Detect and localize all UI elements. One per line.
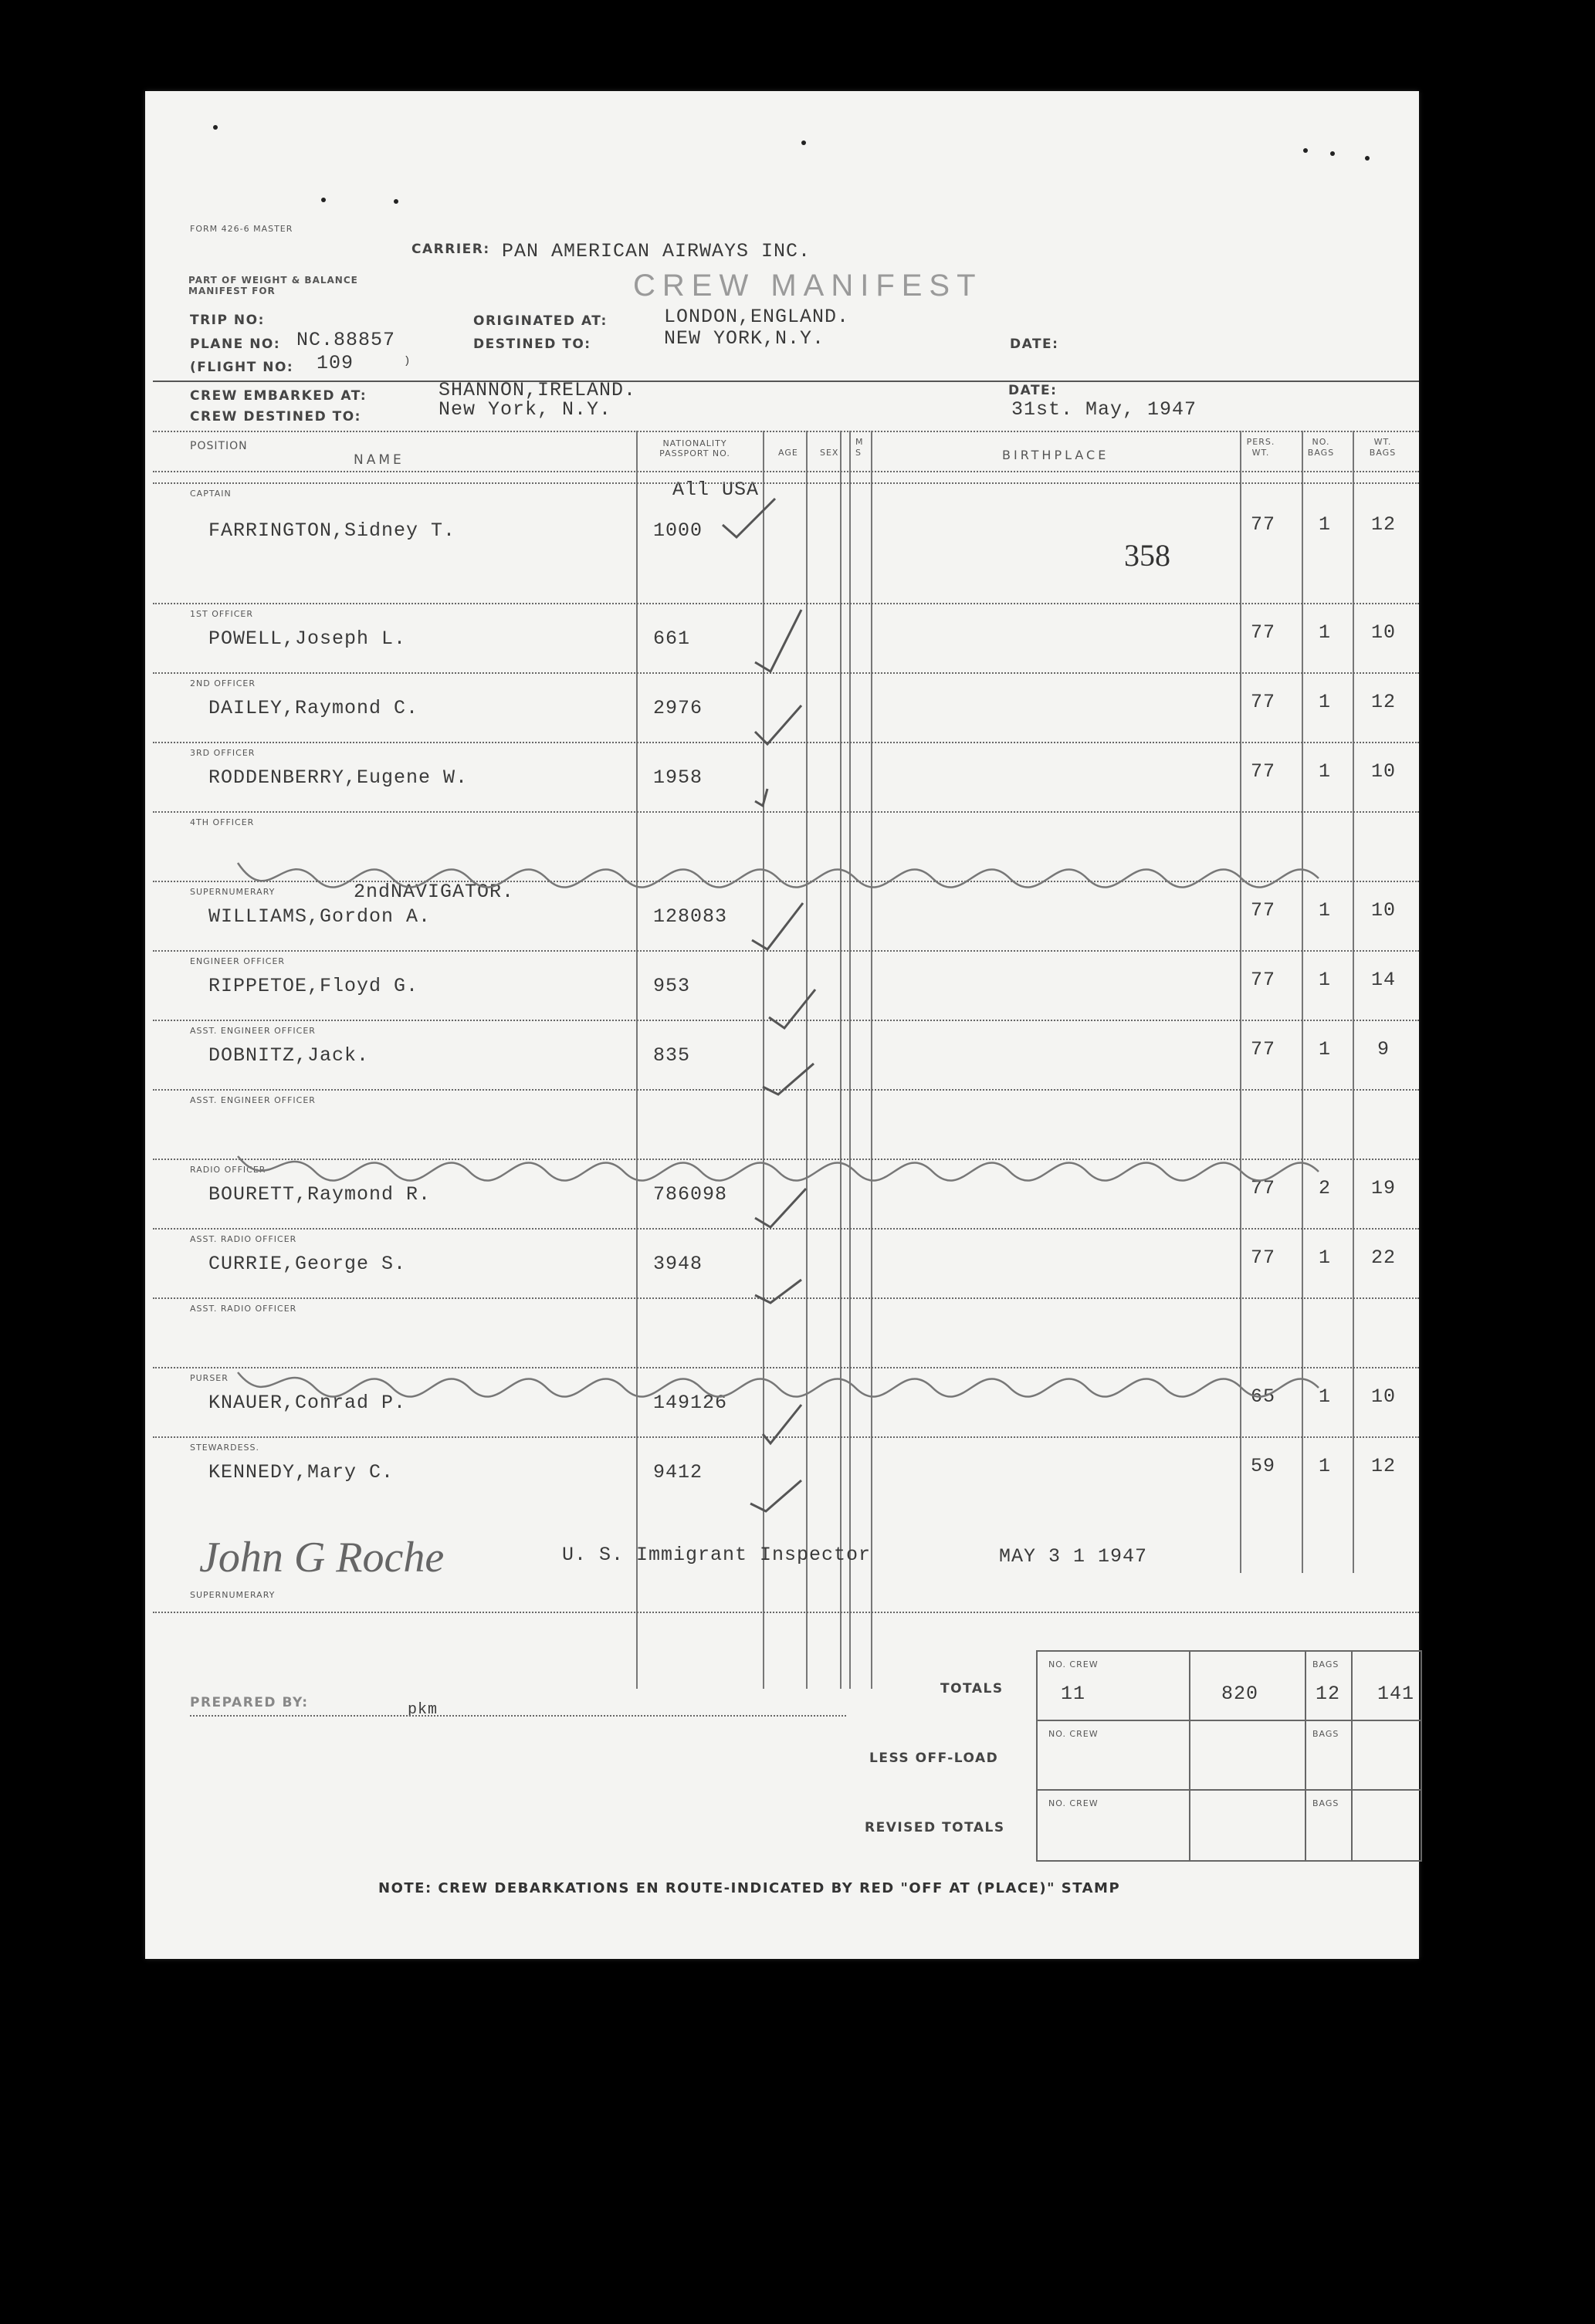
crew-position: STEWARDESS. [190,1443,259,1453]
crew-position: 4TH OFFICER [190,817,255,827]
crew-position: ASST. RADIO OFFICER [190,1234,297,1244]
crew-passport: 786098 [653,1183,728,1206]
crew-bag-count: 1 [1318,513,1331,536]
crew-weight: 59 [1250,1455,1275,1477]
totals-label: TOTALS [940,1681,1004,1696]
nationality-note: All USA [672,479,760,501]
crew-bag-weight: 10 [1370,899,1396,922]
col-position: POSITION [190,440,248,452]
form-number: FORM 426-6 MASTER [190,224,293,234]
crew-name: RODDENBERRY,Eugene W. [208,766,469,789]
col-name: NAME [354,452,405,468]
col-nationality: NATIONALITY PASSPORT NO. [659,438,730,458]
crew-bag-count: 1 [1318,691,1331,713]
crew-extra-note: 2ndNAVIGATOR. [354,881,515,903]
inspector-stamp-date: MAY 3 1 1947 [999,1545,1148,1568]
crew-name: DOBNITZ,Jack. [208,1044,370,1067]
totals-divider [1038,1789,1421,1791]
bags-label: BAGS [1312,1798,1339,1808]
crew-bag-weight: 19 [1370,1177,1396,1199]
total-bag-weight: 141 [1377,1683,1415,1705]
flight-number: 109 [317,352,354,374]
crew-weight: 77 [1250,899,1275,922]
originated-label: ORIGINATED AT: [473,313,608,329]
crew-position: ENGINEER OFFICER [190,956,286,966]
crew-bag-weight: 12 [1370,691,1396,713]
crew-position: 2ND OFFICER [190,678,256,688]
crew-position: 3RD OFFICER [190,748,256,758]
check-mark [752,903,803,949]
check-marks [723,499,815,1511]
totals-box [1036,1650,1422,1862]
crew-bag-count: 1 [1318,1038,1331,1061]
date2-label: DATE: [1008,383,1058,398]
supernumerary-label: SUPERNUMERARY [190,1590,276,1600]
inspector-title: U. S. Immigrant Inspector [562,1544,872,1566]
crew-embarked-label: CREW EMBARKED AT: [190,388,367,404]
crew-embarked-value: SHANNON,IRELAND. [439,379,637,401]
scribble [238,863,1319,888]
crew-position: ASST. ENGINEER OFFICER [190,1026,316,1036]
plane-number: NC.88857 [296,329,396,351]
check-mark [755,1189,806,1227]
crew-passport: 661 [653,628,691,650]
weight-balance-label: PART OF WEIGHT & BALANCE MANIFEST FOR [188,275,358,296]
crew-bag-count: 2 [1318,1177,1331,1199]
manifest-page [145,91,1419,1959]
scribble [238,1156,1319,1181]
carrier-label: CARRIER: [411,242,490,257]
table-bottom [153,1612,1419,1613]
flight-label: (FLIGHT NO: [190,360,294,375]
crew-passport: 1958 [653,766,703,789]
crew-weight: 77 [1250,691,1275,713]
crew-weight: 77 [1250,1038,1275,1061]
crew-bag-weight: 10 [1370,621,1396,644]
crew-position: ASST. RADIO OFFICER [190,1304,297,1314]
crew-name: CURRIE,George S. [208,1253,407,1275]
crew-passport: 953 [653,975,691,997]
plane-label: PLANE NO: [190,337,281,352]
total-crew: 11 [1061,1683,1086,1705]
less-offload-label: LESS OFF-LOAD [869,1751,999,1766]
check-mark [755,610,801,671]
crew-bag-count: 1 [1318,1385,1331,1408]
no-crew-label: NO. CREW [1048,1798,1099,1808]
col-wt-bags: WT. BAGS [1369,437,1397,458]
scribble [238,1372,1319,1397]
col-ms: M S [855,437,864,458]
carrier-name: PAN AMERICAN AIRWAYS INC. [502,240,811,262]
crew-destined-value: New York, N.Y. [439,398,612,421]
totals-vrule [1189,1652,1190,1860]
col-birthplace: BIRTHPLACE [1002,448,1109,462]
crew-weight: 77 [1250,1247,1275,1269]
crew-passport: 3948 [653,1253,703,1275]
no-crew-label: NO. CREW [1048,1729,1099,1739]
totals-vrule [1305,1652,1306,1860]
check-mark [755,789,767,806]
crew-bag-count: 1 [1318,899,1331,922]
crew-bag-weight: 14 [1370,969,1396,991]
check-mark [723,499,775,537]
prepared-by-rule [190,1715,846,1717]
total-bags: 12 [1316,1683,1341,1705]
crew-name: WILLIAMS,Gordon A. [208,905,432,928]
crew-weight: 77 [1250,621,1275,644]
manifest-date: 31st. May, 1947 [1011,398,1197,421]
totals-divider [1038,1720,1421,1721]
crew-bag-weight: 10 [1370,760,1396,783]
manifest-title: CREW MANIFEST [633,269,983,303]
trip-label: TRIP NO: [190,313,265,328]
crew-position: CAPTAIN [190,489,232,499]
crew-bag-weight: 22 [1370,1247,1396,1269]
crew-bag-weight: 12 [1370,513,1396,536]
crew-bag-weight: 9 [1377,1038,1390,1061]
crew-position: SUPERNUMERARY [190,887,276,897]
check-mark [755,705,801,744]
total-weight: 820 [1221,1683,1259,1705]
crew-bag-weight: 12 [1370,1455,1396,1477]
destined-label: DESTINED TO: [473,337,591,352]
crew-passport: 1000 [653,519,703,542]
crew-bag-count: 1 [1318,1455,1331,1477]
col-age: AGE [778,448,798,458]
crew-weight: 77 [1250,1177,1275,1199]
crew-position: ASST. ENGINEER OFFICER [190,1095,316,1105]
check-mark [755,1280,801,1303]
date-label: DATE: [1010,337,1059,352]
crew-destined-label: CREW DESTINED TO: [190,409,361,425]
crew-passport: 835 [653,1044,691,1067]
crew-name: DAILEY,Raymond C. [208,697,419,719]
crew-passport: 149126 [653,1392,728,1414]
crew-bag-count: 1 [1318,621,1331,644]
crew-name: KNAUER,Conrad P. [208,1392,407,1414]
crew-name: POWELL,Joseph L. [208,628,407,650]
check-mark [750,1480,801,1511]
crew-weight: 77 [1250,760,1275,783]
prepared-by-label: PREPARED BY: [190,1695,309,1710]
crew-name: RIPPETOE,Floyd G. [208,975,419,997]
crew-name: BOURETT,Raymond R. [208,1183,432,1206]
crew-weight: 65 [1250,1385,1275,1408]
crew-bag-count: 1 [1318,760,1331,783]
crew-bag-count: 1 [1318,969,1331,991]
strike-scribbles [238,863,1319,1397]
crew-weight: 77 [1250,969,1275,991]
prepared-by-value: pkm [408,1701,439,1719]
destined-value: NEW YORK,N.Y. [664,327,825,350]
flight-close: ) [404,355,411,367]
revised-totals-label: REVISED TOTALS [865,1820,1005,1835]
col-pers-wt: PERS. WT. [1246,437,1275,458]
check-mark [763,1405,801,1443]
crew-name: KENNEDY,Mary C. [208,1461,395,1483]
check-mark [763,1064,814,1094]
crew-name: FARRINGTON,Sidney T. [208,519,456,542]
crew-position: RADIO OFFICER [190,1165,266,1175]
crew-position: 1ST OFFICER [190,609,254,619]
no-crew-label: NO. CREW [1048,1659,1099,1669]
check-mark [769,989,815,1028]
crew-bag-count: 1 [1318,1247,1331,1269]
crew-weight: 77 [1250,513,1275,536]
stamp-number: 358 [1124,538,1170,573]
inspector-signature: John G Roche [199,1534,445,1581]
bags-label: BAGS [1312,1729,1339,1739]
totals-vrule [1351,1652,1353,1860]
crew-passport: 128083 [653,905,728,928]
bags-label: BAGS [1312,1659,1339,1669]
originated-value: LONDON,ENGLAND. [664,306,850,328]
crew-position: PURSER [190,1373,229,1383]
crew-passport: 2976 [653,697,703,719]
crew-passport: 9412 [653,1461,703,1483]
col-sex: SEX [820,448,839,458]
footer-note: NOTE: CREW DEBARKATIONS EN ROUTE-INDICATED BY RED "OFF AT (PLACE)" STAMP [378,1880,1121,1896]
crew-bag-weight: 10 [1370,1385,1396,1408]
col-no-bags: NO. BAGS [1307,437,1335,458]
